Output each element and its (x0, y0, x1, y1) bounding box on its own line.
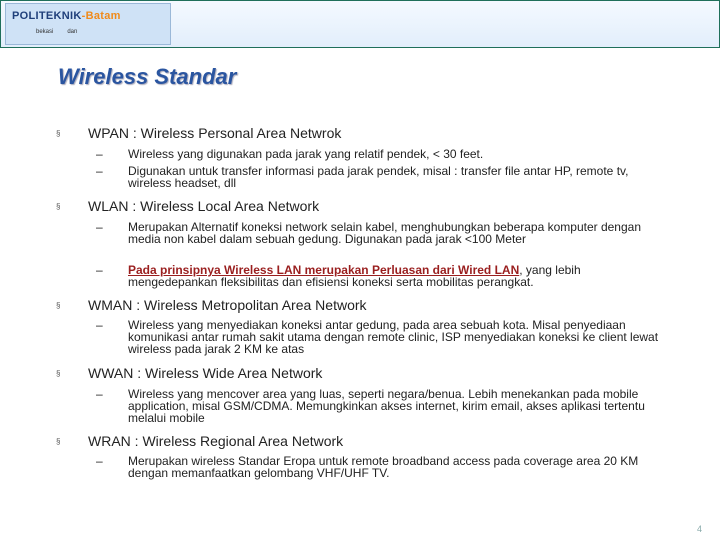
bullet-icon: § (56, 369, 61, 378)
sub-item-text: Merupakan Alternatif koneksi network selain kabel, menghubungkan beberapa komputer dengan media non kabel dalam sebuah gedung. Digunakan pada jarak <100 Meter (128, 220, 641, 246)
logo-sub-text-2: dan (67, 29, 78, 35)
bullet-heading: WLAN : Wireless Local Area Network (88, 198, 320, 214)
sub-item-rest: , yang lebih mengedepankan fleksibilitas dan efisiensi koneksi serta mobilitas perangkat. (128, 263, 581, 289)
bullet-heading: WRAN : Wireless Regional Area Network (88, 433, 344, 449)
sub-item-text: Merupakan wireless Standar Eropa untuk remote broadband access pada coverage area 20 KM dengan memanfaatkan gelombang VHF/UHF TV. (128, 454, 639, 480)
slide-title: Wireless Standar (58, 64, 237, 89)
dash-icon: – (96, 263, 103, 277)
institution-logo (5, 3, 171, 45)
bullet-icon: § (56, 301, 61, 310)
bullet-icon: § (56, 129, 61, 138)
dash-icon: – (96, 387, 103, 401)
sub-item-text: Wireless yang menyediakan koneksi antar gedung, pada area sebuah kota. Misal penyediaan komunikasi antar rumah sakit utama dengan remote clinic, ISP menyediakan koneksi ke client lewat wireless pada jarak 2 KM ke atas (128, 318, 659, 356)
dash-icon: – (96, 147, 103, 161)
logo-sub-text-1: bekasi (36, 29, 54, 35)
bullet-heading: WMAN : Wireless Metropolitan Area Network (88, 297, 367, 313)
header-band (0, 0, 720, 48)
page-number: 4 (696, 524, 702, 534)
bullet-icon: § (56, 202, 61, 211)
bullet-heading: WWAN : Wireless Wide Area Network (88, 365, 323, 381)
sub-item-text: Wireless yang digunakan pada jarak yang relatif pendek, < 30 feet. (128, 147, 484, 161)
dash-icon: – (96, 318, 103, 332)
dash-icon: – (96, 220, 103, 234)
bullet-icon: § (56, 437, 61, 446)
sub-item-text (128, 264, 673, 288)
dash-icon: – (96, 164, 103, 178)
sub-item-text: Digunakan untuk transfer informasi pada jarak pendek, misal : transfer file antar HP, remote tv, wireless headset, dll (128, 164, 629, 190)
logo-text: POLITEKNIK-Batam (12, 10, 121, 22)
sub-item-text: Wireless yang mencover area yang luas, seperti negara/benua. Lebih menekankan pada mobile application, misal GSM/CDMA. Memungkinkan akses internet, kirim email, akses aplikasi tertentu melalui mobile (128, 387, 645, 425)
dash-icon: – (96, 454, 103, 468)
wired-lan-link[interactable]: Pada prinsipnya Wireless LAN merupakan Perluasan dari Wired LAN (128, 263, 520, 277)
bullet-heading: WPAN : Wireless Personal Area Netwrok (88, 125, 342, 141)
